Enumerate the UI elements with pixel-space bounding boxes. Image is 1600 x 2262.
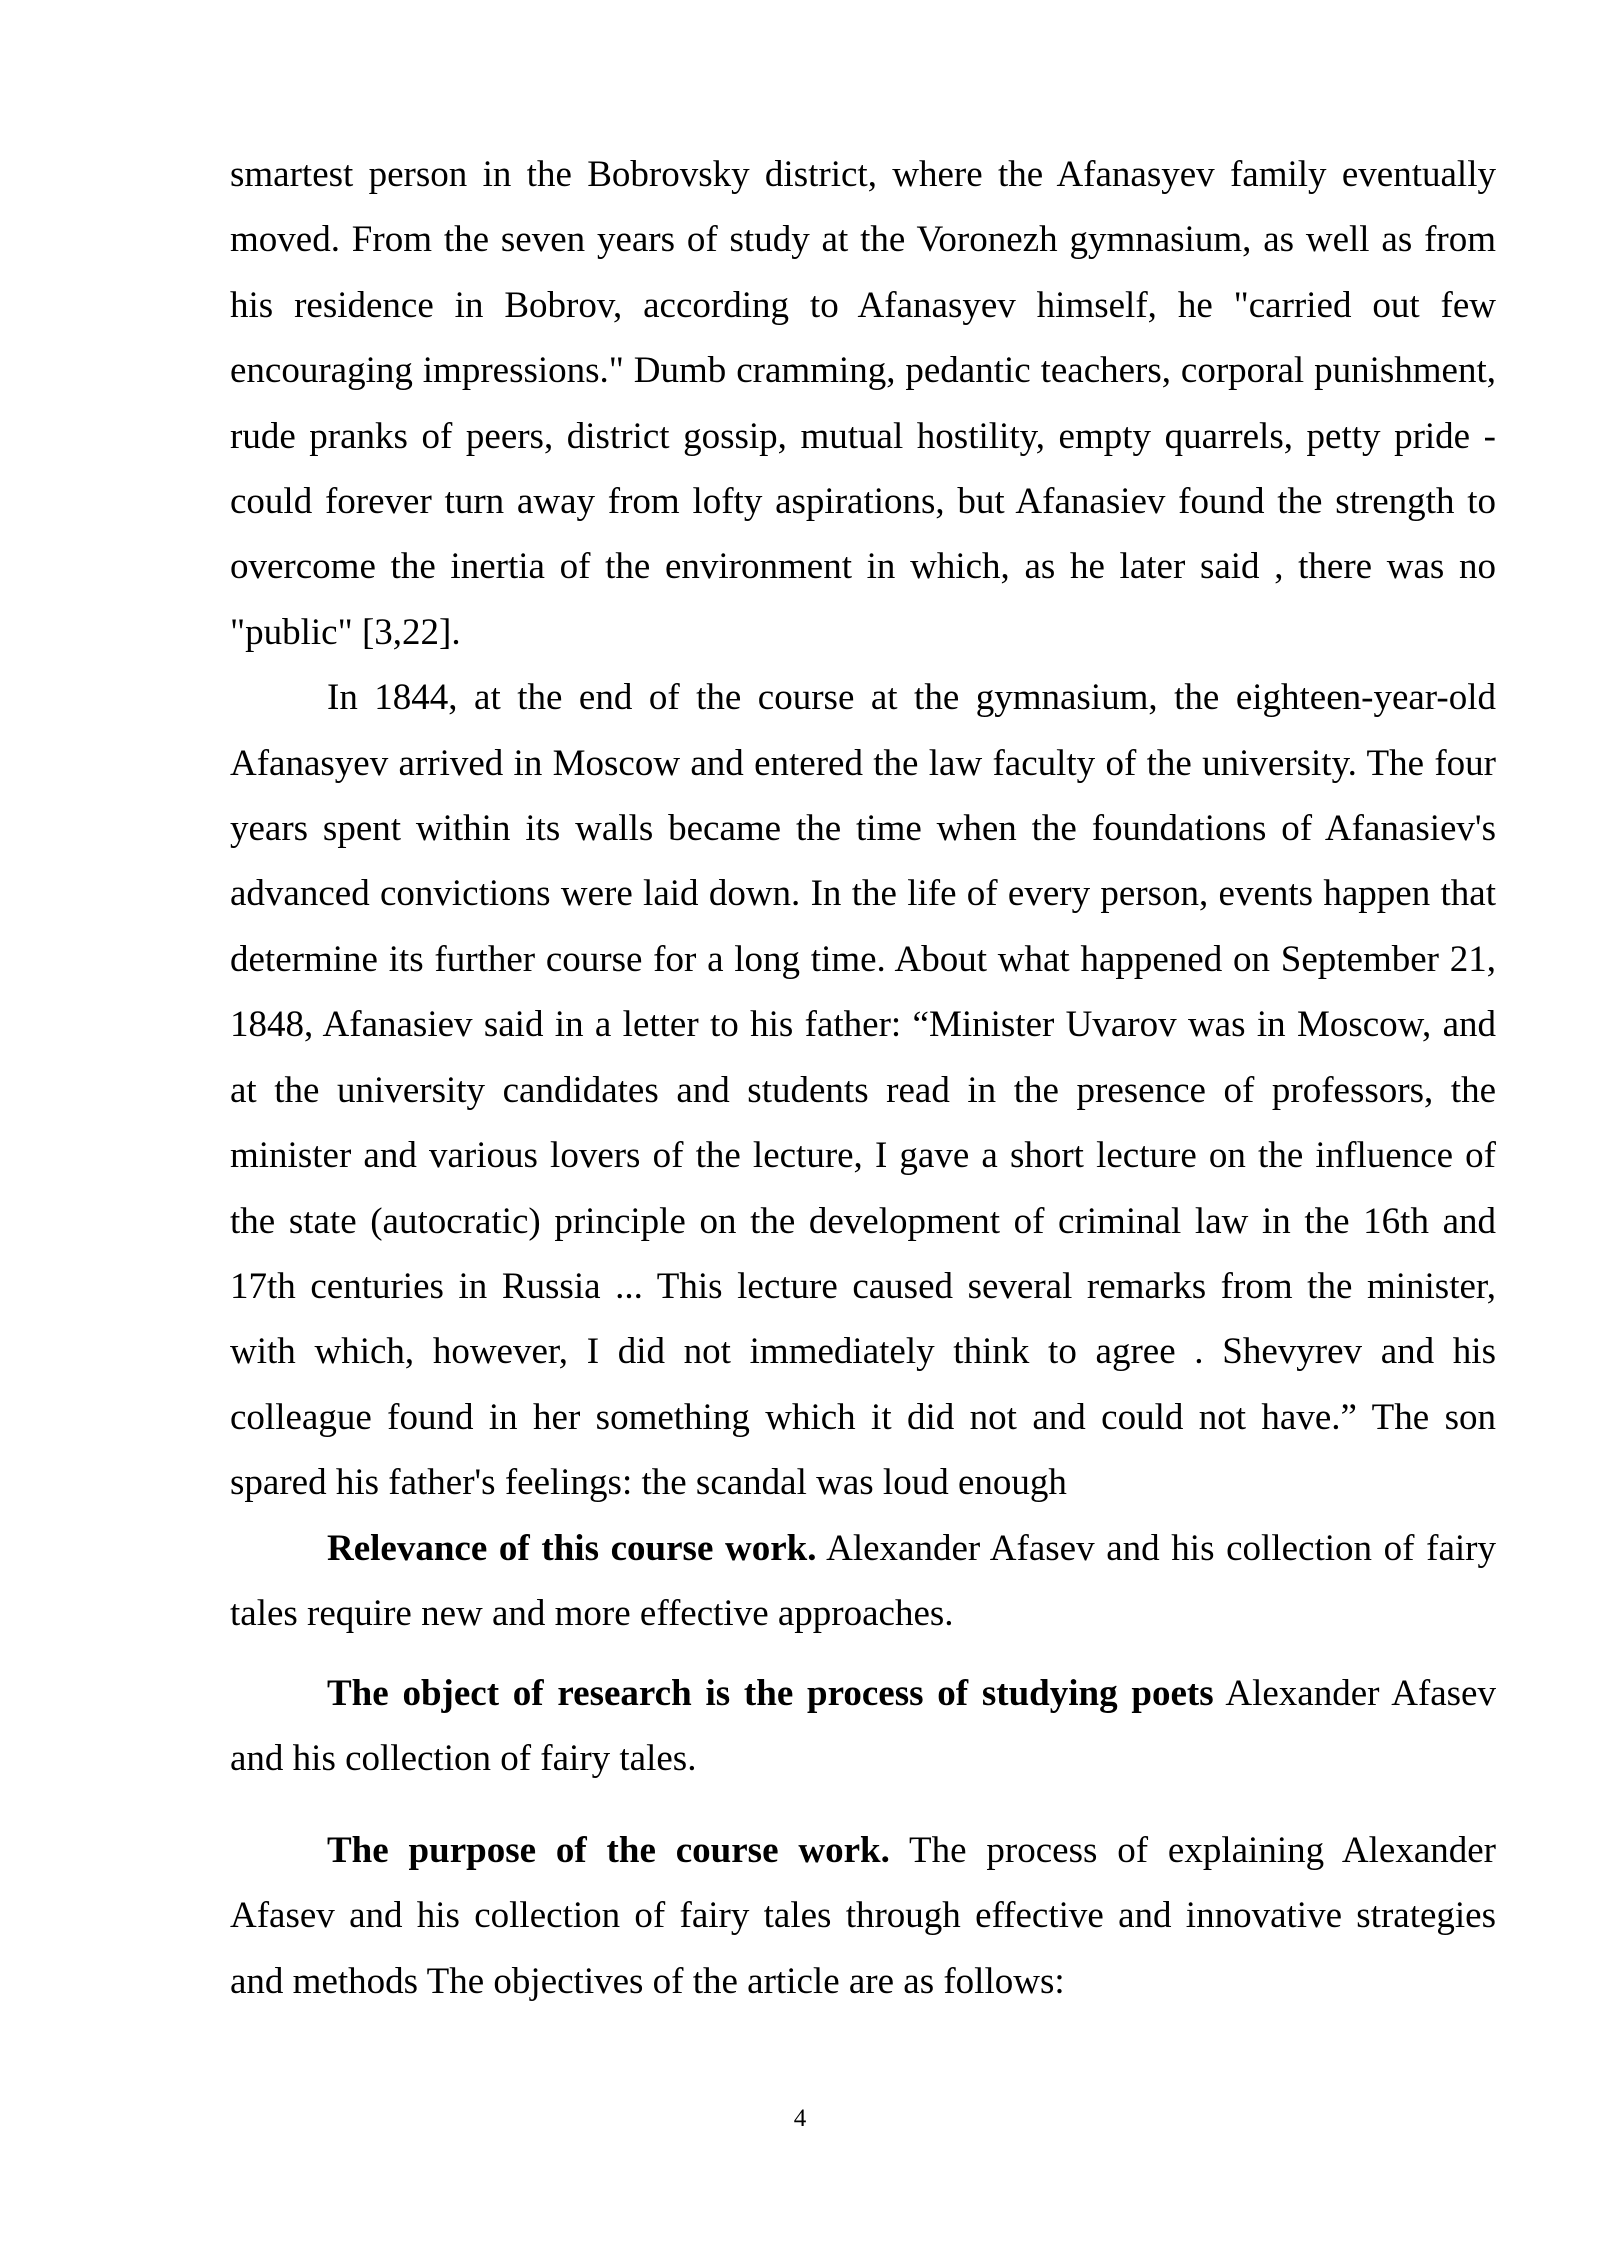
relevance-text: Alexander Afasev and his collection of fairy tales require new and more effective approaches.: [230, 1527, 1496, 1634]
paragraph-afanasyev-youth: smartest person in the Bobrovsky district, where the Afanasyev family eventually moved. From the seven years of study at the Voronezh gymnasium, as well as from his residence in Bobrov, according to Afanasyev himself, he "carried out few encouraging impressions." Dumb cramming, pedantic teachers, corporal punishment, rude pranks of peers, district gossip, mutual hostility, empty quarrels, petty pride - could forever turn away from lofty aspirations, but Afanasiev found the strength to overcome the inertia of the environment in which, as he later said , there was no "public" [3,22].: [230, 154, 1496, 653]
object-block: [230, 1661, 1496, 1792]
paragraph-relevance: [230, 1516, 1496, 1647]
paragraph-object: [230, 1661, 1496, 1792]
object-text: Alexander Afasev and his collection of fairy tales.: [230, 1673, 1496, 1780]
object-heading: The object of research is the process of studying poets: [327, 1673, 1214, 1714]
paragraph-purpose: [230, 1818, 1496, 2014]
purpose-text: The process of explaining Alexander Afasev and his collection of fairy tales through effective and innovative strategies and methods The objectives of the article are as follows:: [230, 1830, 1497, 2002]
body-text-block: [230, 142, 1496, 1646]
paragraph-moscow-university: In 1844, at the end of the course at the gymnasium, the eighteen-year-old Afanasyev arrived in Moscow and entered the law faculty of the university. The four years spent within its walls became the time when the foundations of Afanasiev's advanced convictions were laid down. In the life of every person, events happen that determine its further course for a long time. About what happened on September 21, 1848, Afanasiev said in a letter to his father: “Minister Uvarov was in Moscow, and at the university candidates and students read in the presence of professors, the minister and various lovers of the lecture, I gave a short lecture on the influence of the state (autocratic) principle on the development of criminal law in the 16th and 17th centuries in Russia ... This lecture caused several remarks from the minister, with which, however, I did not immediately think to agree . Shevyrev and his colleague found in her something which it did not and could not have.” The son spared his father's feelings: the scandal was loud enough: [230, 677, 1496, 1504]
purpose-block: [230, 1818, 1496, 2014]
page-number: 4: [793, 2105, 807, 2132]
purpose-heading: The purpose of the course work.: [327, 1830, 890, 1871]
relevance-heading: Relevance of this course work.: [327, 1527, 817, 1569]
